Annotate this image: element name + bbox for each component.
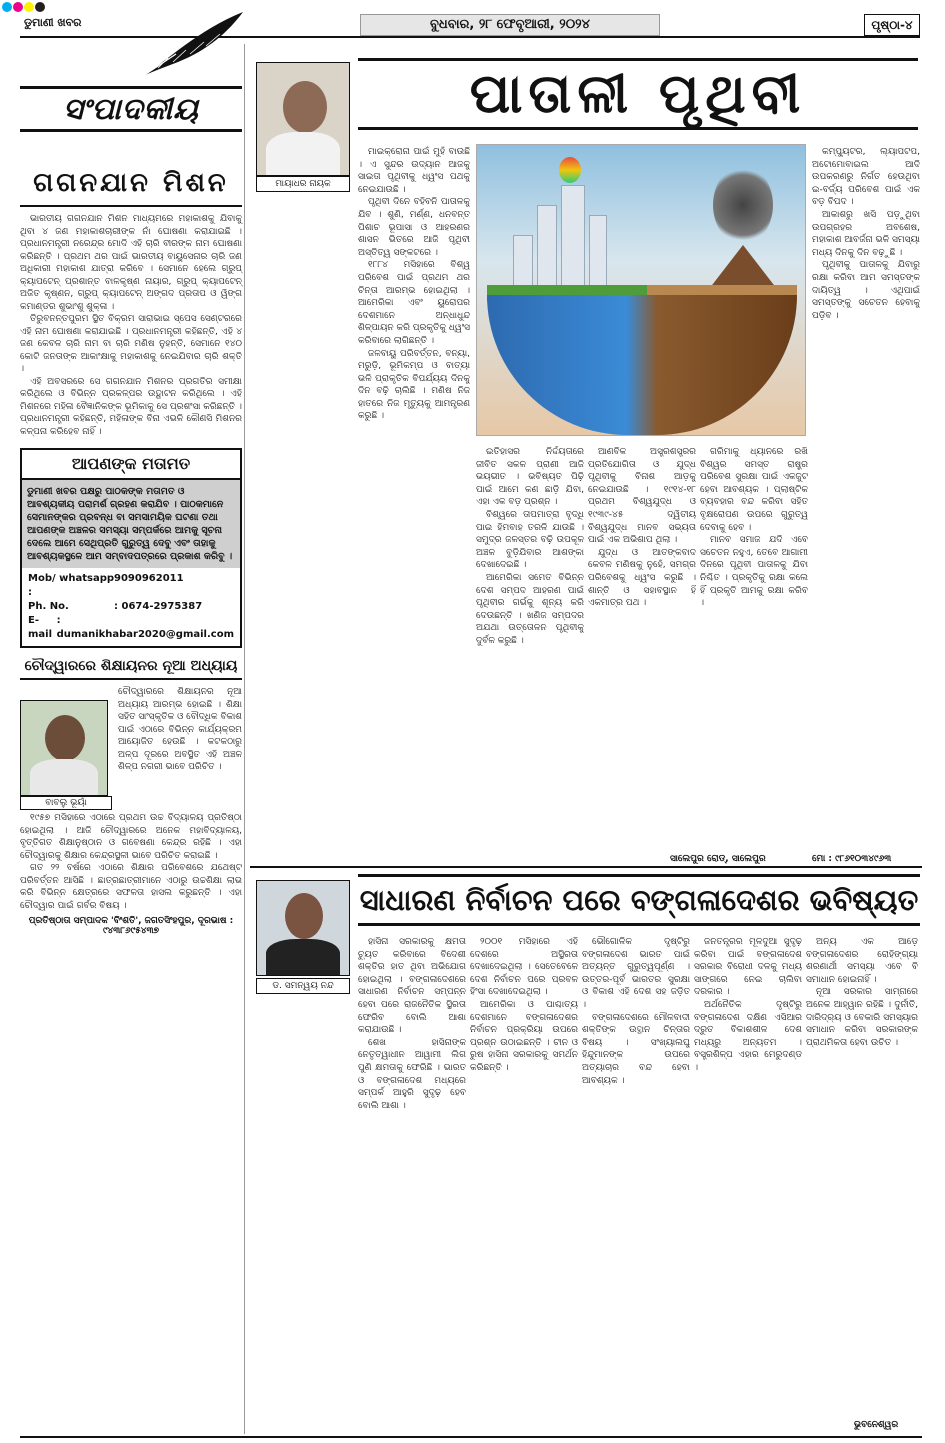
paragraph: ଯୁଦ୍ଧ ଓ ଆତଙ୍କବାଦ କେବଳ ମଣିଷକୁ ନୁହେଁ, ସମଗ୍ର ପରିବେଶକୁ ଧ୍ୱଂସ କରୁଛି । ଶାନ୍ତି ଓ ସହାବସ୍ଥାନ ହିଁ ଏକମାତ୍ର ପଥ ।: [588, 547, 696, 609]
shirt: [30, 759, 99, 795]
contact-info: [22, 568, 240, 646]
editorial-title: ଗଗନଯାନ ମିଶନ: [33, 168, 229, 198]
building: [561, 185, 585, 289]
contact-row: [28, 572, 234, 600]
contact-label: Ph. No.: [28, 601, 69, 612]
building: [537, 205, 557, 289]
page-bottom-rule: [20, 1436, 922, 1438]
paragraph: ମାନବ ସମାଜ ଯଦି ଏବେ ସଚେତନ ନହୁଏ, ତେବେ ଆଗାମୀ ଦିନରେ ପୃଥିବୀ ପାତାଳକୁ ଯିବା ନିଶ୍ଚିତ । ପ୍ରକୃତିକୁ ରକ୍ଷା କଲେ ହିଁ ପ୍ରକୃତି ଆମକୁ ରକ୍ଷା କରିବ ।: [700, 535, 808, 609]
article-footer-place: ସାଲେପୁର ରୋଡ୍, ସାଲେପୁର: [670, 854, 766, 864]
globe-half: [487, 295, 797, 435]
face: [283, 81, 327, 133]
balloon-icon: [559, 157, 581, 183]
paragraph: ୨୦୦୧ ମସିହାରେ ଏହି ଦେଶରେ ଅସ୍ଥିରତା ଦେଖାଦେଇଥିଲା । ସେତେବେଳେ ଦେଶ ନିର୍ବାଚନ ପରେ ପ୍ରବଳ ହିଂସା ଦେଖାଦେଇଥିଲା ।: [470, 937, 578, 998]
paragraph: ଶେଖ ହାସିନାଙ୍କ ନେତୃତ୍ୱାଧୀନ ଆୱାମୀ ଲିଗ ପୁଣି କ୍ଷମତାକୁ ଫେରିଛି । ଭାରତ ଓ ବଙ୍ଗଳାଦେଶ ମଧ୍ୟରେ ସମ୍ପର୍କ ଆହୁରି ସୁଦୃଢ଼ ହେବ ବୋଲି ଆଶା ।: [358, 1037, 466, 1111]
article-column-2: [476, 446, 584, 851]
opinion-title: ଆପଣଙ୍କ ମତାମତ: [22, 450, 240, 480]
contact-row: [28, 600, 234, 614]
divider: [20, 205, 242, 207]
author-name: ଡ. ସମନ୍ୱୟ ନନ୍ଦ: [256, 978, 350, 994]
article-column-4: [694, 936, 802, 1416]
contact-row: [28, 614, 234, 642]
cmyk-registration: [2, 2, 45, 12]
contact-value: 9090962011: [114, 573, 184, 584]
author-photo: [256, 62, 350, 176]
paragraph: ବଙ୍ଗଳାଦେଶରେ ମୌଳବାଦୀ ଶକ୍ତିଙ୍କ ଉତ୍ଥାନ ଚିନ୍ତାର ବିଷୟ । ସଂଖ୍ୟାଲଘୁ ହିନ୍ଦୁମାନଙ୍କ ଉପରେ ଅତ୍ୟାଚାର ବନ୍ଦ ହେବା ଆବଶ୍ୟକ ।: [582, 1012, 690, 1086]
volcano: [709, 245, 777, 289]
education-body: [20, 812, 242, 912]
paragraph: ଇତିହାସର ନିର୍ଦ୍ଦୟତାରେ ଜୀବିତ ସକଳ ପ୍ରାଣୀ ଆଜି ଭୟଭୀତ । ଭବିଷ୍ୟତ ପିଢ଼ି ପାଇଁ ଆମେ କଣ ଛାଡ଼ି ଯିବା, ଏହା ଏକ ବଡ଼ ପ୍ରଶ୍ନ ।: [476, 447, 584, 508]
paragraph: ଆଣବିକ ଅସ୍ତ୍ରଶସ୍ତ୍ରର ପ୍ରତିଯୋଗିତା ଓ ଯୁଦ୍ଧ ପୃଥିବୀକୁ ବିନାଶ ଆଡ଼କୁ ନେଇଯାଉଛି । ୧୯୧୪-୧୮ ପ୍ରଥମ ବିଶ୍ୱଯୁଦ୍ଧ ଓ ୧୯୩୯-୪୫ ଦ୍ୱିତୀୟ ବିଶ୍ୱଯୁଦ୍ଧ ମାନବ ସଭ୍ୟତା ପାଇଁ ଏକ ଅଭିଶାପ ଥିଲା ।: [588, 447, 696, 546]
paragraph: ଗରିମାକୁ ଧ୍ୟାନରେ ରଖି ବିଶ୍ୱର ସମସ୍ତ ରାଷ୍ଟ୍ର ପରିବେଶ ସୁରକ୍ଷା ପାଇଁ ଏକଜୁଟ ହେବା ଆବଶ୍ୟକ । ପ୍ଲାଷ୍ଟିକ ବ୍ୟବହାର ବନ୍ଦ କରିବା ସହିତ ବୃକ୍ଷରୋପଣ ଉପରେ ଗୁରୁତ୍ୱ ଦେବାକୁ ହେବ ।: [700, 447, 808, 533]
paragraph: କମ୍ପ୍ୟୁଟର, ଲ୍ୟାପଟପ, ଅଟୋମୋବାଇଲ ଆଦି ଉପକରଣରୁ ନିର୍ଗତ ହେଉଥିବା ଇ-ବର୍ଜ୍ୟ ପରିବେଶ ପାଇଁ ଏକ ବଡ଼ ବିପଦ ।: [812, 147, 920, 208]
paragraph: ଅନ୍ୟ ଏକ ଆଡ଼େ ବଙ୍ଗଳାଦେଶର ରୋହିଙ୍ଗ୍ୟା ଶରଣାର୍ଥୀ ସମସ୍ୟା ଏବେ ବି ସମାଧାନ ହୋଇନାହିଁ ।: [806, 937, 918, 985]
black-dot: [35, 2, 45, 12]
article-column-4: [700, 446, 808, 851]
article-column-5: [806, 936, 918, 1416]
shirt: [266, 939, 340, 975]
column-rule: [244, 44, 245, 1434]
author-name: ମାୟାଧର ନାୟକ: [256, 176, 350, 192]
editorial-section-banner: ସଂପାଦକୀୟ: [20, 86, 242, 132]
article-divider: [250, 866, 922, 868]
education-article-title: ଚୌଦ୍ୱାରରେ ଶିକ୍ଷାୟନର ନୂଆ ଅଧ୍ୟାୟ: [20, 658, 242, 680]
education-article-lead: [20, 686, 242, 810]
paragraph: ଭୌଗୋଳିକ ଦୃଷ୍ଟିରୁ ବଙ୍ଗଳାଦେଶ ଭାରତ ପାଇଁ ଅତ୍ୟନ୍ତ ଗୁରୁତ୍ୱପୂର୍ଣ୍ଣ । ଉତ୍ତର-ପୂର୍ବ ଭାରତର ସୁରକ୍ଷା ଓ ବିକାଶ ଏହି ଦେଶ ସହ ଜଡ଼ିତ ।: [582, 937, 690, 1010]
face: [285, 893, 323, 939]
paragraph: ମାଇକ୍ରୋନା ପାଇଁ ମୁହଁ ବାଉଛି । ଏ ସୁନ୍ଦର ଉଦ୍ୟାନ ଆଜକୁ ସାଇତା ପୃଥିବୀକୁ ଧ୍ୱଂସ ପଥକୁ ନେଇଯାଉଛି ।: [358, 147, 470, 195]
paragraph: ଭାରତୀୟ ଗଗନଯାନ ମିଶନ ମାଧ୍ୟମରେ ମହାକାଶକୁ ଯିବାକୁ ଥିବା ୪ ଜଣ ମହାକାଶଚାରୀଙ୍କ ନାଁ ଘୋଷଣା କରାଯାଇଛି । ପ୍ରଧାନମନ୍ତ୍ରୀ ନରେନ୍ଦ୍ର ମୋଦି ଏହି ଚାରି ବୀରଙ୍କ ନାମ ଘୋଷଣା କରିଛନ୍ତି । ପ୍ରଥମ ଥର ପାଇଁ ଭାରତୀୟ ବାୟୁସେନାର ଚାରି ଜଣ ଅଧିକାରୀ ମହାକାଶ ଯାତ୍ରା କରିବେ । ସେମାନେ ହେଲେ ଗ୍ରୁପ୍ କ୍ୟାପଟେନ୍ ପ୍ରଶାନ୍ତ ବାଳକୃଷ୍ଣ ନାୟାର, ଗ୍ରୁପ୍ କ୍ୟାପଟେନ୍ ଅଜିତ କୃଷ୍ଣନ, ଗ୍ରୁପ୍ କ୍ୟାପଟେନ୍ ଅଙ୍ଗଦ ପ୍ରତାପ ଓ ୱିଙ୍ଗ କମାଣ୍ଡର ଶୁଭାଂଶୁ ଶୁକ୍ଳା ।: [20, 214, 242, 312]
paragraph: ଆମେରିକା ଓ ପାଶ୍ଚାତ୍ୟ ଦେଶମାନେ ବଙ୍ଗଳାଦେଶର ନିର୍ବାଚନ ପ୍ରକ୍ରିୟା ଉପରେ ପ୍ରଶ୍ନ ଉଠାଇଛନ୍ତି । ଚୀନ ଓ ରୁଷ ହାସିନା ସରକାରକୁ ସମର୍ଥନ କରିଛନ୍ତି ।: [470, 999, 578, 1073]
building: [513, 235, 533, 289]
editorial-body: [20, 213, 242, 438]
left-column: [20, 44, 242, 936]
second-headline: ସାଧାରଣ ନିର୍ବାଚନ ପରେ ବଙ୍ଗଳାଦେଶର ଭବିଷ୍ୟତ: [358, 874, 920, 926]
paragraph: ଅର୍ଥନୈତିକ ଦୃଷ୍ଟିରୁ ବଙ୍ଗଳାଦେଶ ଦକ୍ଷିଣ ଏସିଆର ଦ୍ରୁତ ବିକାଶଶୀଳ ଦେଶ ମଧ୍ୟରୁ ଅନ୍ୟତମ । ବସ୍ତ୍ରଶିଳ୍ପ ଏହାର ମେରୁଦଣ୍ଡ ।: [694, 999, 802, 1073]
article-footer-mobile: ମୋ : ୯୮୬୧୦୩୪୯୬୩: [812, 854, 892, 864]
article-column-3: [582, 936, 690, 1416]
article-column-3: [588, 446, 696, 851]
article-column-1: [358, 146, 470, 851]
cyan-dot: [2, 2, 12, 12]
education-footer: ପ୍ରତିଷ୍ଠାତା ସମ୍ପାଦକ 'ବିଂଶତି', ଜଗତସିଂହପୁର, ଦୂରଭାଷ : ୯୪୩୮୬୯୫୪୩୭: [28, 916, 234, 936]
issue-date: ବୁଧବାର, ୨୮ ଫେବୃଆରୀ, ୨୦୨୪: [360, 14, 660, 36]
paragraph: ୧୮୮୪ ମସିହାରେ ବିଶ୍ୱ ପରିବେଶ ପାଇଁ ପ୍ରଥମ ଥର ଚିନ୍ତା ଆରମ୍ଭ ହୋଇଥିଲା । ଆମେରିକା ଏବଂ ୟୁରୋପର ଦେଶମାନେ ଅନ୍ଧାଧୁନ୍ଦ ଶିଳ୍ପାୟନ କରି ପ୍ରକୃତିକୁ ଧ୍ୱଂସ କରିବାରେ ଲାଗିଛନ୍ତି ।: [358, 260, 470, 346]
face: [45, 715, 85, 761]
education-body-lead: ଚୌଦ୍ୱାରରେ ଶିକ୍ଷାୟନର ନୂଆ ଅଧ୍ୟାୟ ଆରମ୍ଭ ହୋଇଛି । ଶିକ୍ଷା ସହିତ ସାଂସ୍କୃତିକ ଓ ବୌଦ୍ଧିକ ବିକାଶ ପାଇଁ ଏଠାରେ ବିଭିନ୍ନ କାର୍ଯ୍ୟକ୍ରମ ଆୟୋଜିତ ହେଉଛି । କଟକଠାରୁ ଅଳ୍ପ ଦୂରରେ ଅବସ୍ଥିତ ଏହି ଅଞ୍ଚଳ ଶିଳ୍ପ ନଗରୀ ଭାବେ ପରିଚିତ ।: [118, 687, 242, 772]
yellow-dot: [24, 2, 34, 12]
paragraph: ପୃଥିବୀ ଦିନେ ବହିବନି ପାତାଳକୁ ଯିବ । ଶୁଣି, ମର୍ଣ୍ଣ, ଧନବନ୍ତ ପିଶାଚ ଭୂପାସା ଓ ଆହରଣର ଶାସନ ଭିତରେ ଆଜି ପୃଥିବୀ ଅସ୍ତିତ୍ୱ ସଙ୍କଟରେ ।: [358, 197, 470, 258]
main-headline: ପାତାଳୀ ପୃଥିବୀ: [358, 58, 918, 130]
paragraph: ନୂଆ ସରକାର ସାମ୍ନାରେ ଅନେକ ଆହ୍ୱାନ ରହିଛି । ଦୁର୍ନୀତି, ଦାରିଦ୍ର୍ୟ ଓ ବେକାରି ସମସ୍ୟାର ସମାଧାନ କରିବା ସରକାରଙ୍କ ପ୍ରାଥମିକତା ହେବା ଉଚିତ ।: [806, 987, 918, 1048]
article-column-5: [812, 146, 920, 851]
paragraph: ପୃଥିବୀକୁ ପାତାଳକୁ ଯିବାରୁ ରକ୍ଷା କରିବା ଆମ ସମସ୍ତଙ୍କ ଦାୟିତ୍ୱ । ଏଥିପାଇଁ ସମସ୍ତଙ୍କୁ ସଚେତନ ହେବାକୁ ପଡ଼ିବ ।: [812, 260, 920, 321]
paragraph: ଗତ ୨୨ ବର୍ଷରେ ଏଠାରେ ଶିକ୍ଷାର ପରିବେଶରେ ଯଥେଷ୍ଟ ପରିବର୍ତ୍ତନ ଆସିଛି । ଛାତ୍ରଛାତ୍ରୀମାନେ ଏଠାରୁ ଉଚ୍ଚଶିକ୍ଷା ଲାଭ କରି ବିଭିନ୍ନ କ୍ଷେତ୍ରରେ ସଫଳତା ହାସଲ କରୁଛନ୍ତି । ଏହା ଚୌଦ୍ୱାର ପାଇଁ ଗର୍ବର ବିଷୟ ।: [20, 863, 242, 911]
opinion-box: [20, 448, 242, 648]
paragraph: ଜନତନ୍ତ୍ରର ମୂଳଦୁଆ ସୁଦୃଢ଼ କରିବା ପାଇଁ ବଙ୍ଗଳାଦେଶ ସରକାର ବିରୋଧୀ ଦଳକୁ ମଧ୍ୟ ସାଙ୍ଗରେ ନେଇ ଚାଲିବା ଦରକାର ।: [694, 937, 802, 998]
contact-value: : 0674-2975387: [114, 601, 203, 612]
paragraph: ହାସିନା ସରକାରକୁ କ୍ଷମତା ଚ୍ୟୁତ କରିବାରେ ବିଦେଶୀ ଶକ୍ତିର ହାତ ଥିବା ଅଭିଯୋଗ ହୋଇଥିଲା । ବଙ୍ଗଳାଦେଶରେ ସାଧାରଣ ନିର୍ବାଚନ ସମ୍ପନ୍ନ ହେବା ପରେ ରାଜନୈତିକ ସ୍ଥିରତା ଫେରିବ ବୋଲି ଆଶା କରାଯାଉଛି ।: [358, 937, 466, 1036]
paragraph: ୧୯୫୭ ମସିହାରେ ଏଠାରେ ପ୍ରଥମ ଉଚ୍ଚ ବିଦ୍ୟାଳୟ ପ୍ରତିଷ୍ଠା ହୋଇଥିଲା । ଆଜି ଚୌଦ୍ୱାରରେ ଅନେକ ମହାବିଦ୍ୟାଳୟ, ବୃତ୍ତିଗତ ଶିକ୍ଷାନୁଷ୍ଠାନ ଓ ଗବେଷଣା କେନ୍ଦ୍ର ରହିଛି । ଏହା ଚୌଦ୍ୱାରକୁ ଶିକ୍ଷାର କେନ୍ଦ୍ରସ୍ଥଳୀ ଭାବେ ପରିଚିତ କରାଇଛି ।: [20, 813, 242, 861]
contact-label: E-mail: [28, 615, 53, 640]
paragraph: ଏହି ଅବସରରେ ସେ ଗଗନଯାନ ମିଶନର ପ୍ରଗତିର ସମୀକ୍ଷା କରିଥିଲେ ଓ ବିଭିନ୍ନ ପ୍ରକଳ୍ପର ଉଦ୍ଘାଟନ କରିଥିଲେ । ଏହି ମିଶନରେ ମହିଳା ବୈଜ୍ଞାନିକଙ୍କ ଭୂମିକାକୁ ସେ ପ୍ରଶଂସା କରିଛନ୍ତି । ପ୍ରଧାନମନ୍ତ୍ରୀ କହିଛନ୍ତି, ମହିଳାଙ୍କ ବିନା ଏଭଳି କୌଣସି ମିଶନର କଳ୍ପନା କରିହେବ ନାହିଁ ।: [20, 376, 242, 437]
author-name: ବାବଲୁ ଭୂୟାଁ: [20, 796, 112, 810]
smoke: [713, 165, 773, 245]
paragraph: ଆମେରିକା ସମେତ ବିଭିନ୍ନ ଦେଶ ସମ୍ପଦ ଆହରଣ ପାଇଁ ପୃଥିବୀର ଗର୍ଭକୁ ଶୂନ୍ୟ କରି ଦେଉଛନ୍ତି । ଖଣିଜ ସମ୍ପଦର ଅଯଥା ଉତ୍ତୋଳନ ପୃଥିବୀକୁ ଦୁର୍ବଳ କରୁଛି ।: [476, 572, 584, 646]
quill-icon: [138, 10, 248, 80]
contact-label: Mob/ whatsapp :: [28, 573, 115, 598]
building: [589, 215, 607, 289]
article-column-1: [358, 936, 466, 1416]
paragraph: ବିଶ୍ୱରେ ତାପମାତ୍ରା ବୃଦ୍ଧି ପାଇ ହିମବାହ ତରଳି ଯାଉଛି । ସମୁଦ୍ର ଜଳସ୍ତର ବଢ଼ି ଉପକୂଳ ଅଞ୍ଚଳ ବୁଡ଼ିଯିବାର ଆଶଙ୍କା ଦେଖାଦେଇଛି ।: [476, 509, 584, 571]
page-number: ପୃଷ୍ଠା-୪: [864, 14, 920, 36]
author-photo: [20, 700, 108, 796]
paragraph: ଜଳବାୟୁ ପରିବର୍ତ୍ତନ, ବନ୍ୟା, ମରୁଡ଼ି, ଭୂମିକମ୍ପ ଓ ବାତ୍ୟା ଭଳି ପ୍ରାକୃତିକ ବିପର୍ଯ୍ୟୟ ଦିନକୁ ଦିନ ବଢ଼ି ଚାଲିଛି । ମଣିଷ ନିଜ ହାତରେ ନିଜ ମୃତ୍ୟୁକୁ ଆମନ୍ତ୍ରଣ କରୁଛି ।: [358, 348, 470, 422]
paper-name: ଡୁମାଣୀ ଖବର: [24, 16, 82, 29]
earth-illustration: [476, 144, 806, 436]
paragraph: ତିରୁବନନ୍ତପୁରମ ସ୍ଥିତ ବିକ୍ରମ ସାରାଭାଇ ସ୍ପେସ ସେଣ୍ଟରରେ ଏହି ନାମ ଘୋଷଣା କରାଯାଇଛି । ପ୍ରଧାନମନ୍ତ୍ରୀ କହିଛନ୍ତି, ଏହି ୪ ଜଣ କେବଳ ଚାରି ନାମ ବା ଚାରି ମଣିଷ ନୁହନ୍ତି, ସେମାନେ ୧୪୦ କୋଟି ଜନତାଙ୍କ ଆକାଂକ୍ଷାକୁ ମହାକାଶକୁ ନେଇଯିବାର ଚାରି ଶକ୍ତି ।: [20, 314, 242, 374]
opinion-text: ଡୁମାଣୀ ଖବର ପକ୍ଷରୁ ପାଠକଙ୍କ ମତାମତ ଓ ଆବଶ୍ୟକୀୟ ପରାମର୍ଶ ଗ୍ରହଣ କରାଯିବ । ପାଠକମାନେ ସେମାନଙ୍କର ପ୍ରବନ୍ଧ ବା ସମସାମୟିକ ଘଟଣା ତଥା ଆପଣଙ୍କ ଅଞ୍ଚଳର ସମସ୍ୟା ସମ୍ପର୍କରେ ଆମକୁ ସୂଚନା ଦେଲେ ଆମେ ସେଥିପ୍ରତି ଗୁରୁତ୍ୱ ଦେବୁ ଏବଂ ତାହାକୁ ଆବଶ୍ୟକସ୍ଥଳେ ଆମ ସମ୍ବାଦପତ୍ରରେ ପ୍ରକାଶ କରିବୁ ।: [22, 480, 240, 568]
paragraph: ଆକାଶରୁ ଖସି ପଡ଼ୁଥିବା ଉପଗ୍ରହର ଅବଶେଷ, ମହାକାଶ ଆବର୍ଜନା ଭଳି ସମସ୍ୟା ମଧ୍ୟ ଦିନକୁ ଦିନ ବଢ଼ୁଛି ।: [812, 209, 920, 258]
article-footer-place: ଭୁବନେଶ୍ୱର: [854, 1420, 899, 1430]
shirt: [266, 132, 340, 175]
contact-value: : dumanikhabar2020@gmail.com: [56, 615, 235, 640]
magenta-dot: [13, 2, 23, 12]
author-block: [20, 686, 112, 810]
article-column-2: [470, 936, 578, 1416]
author-photo: [256, 880, 350, 976]
